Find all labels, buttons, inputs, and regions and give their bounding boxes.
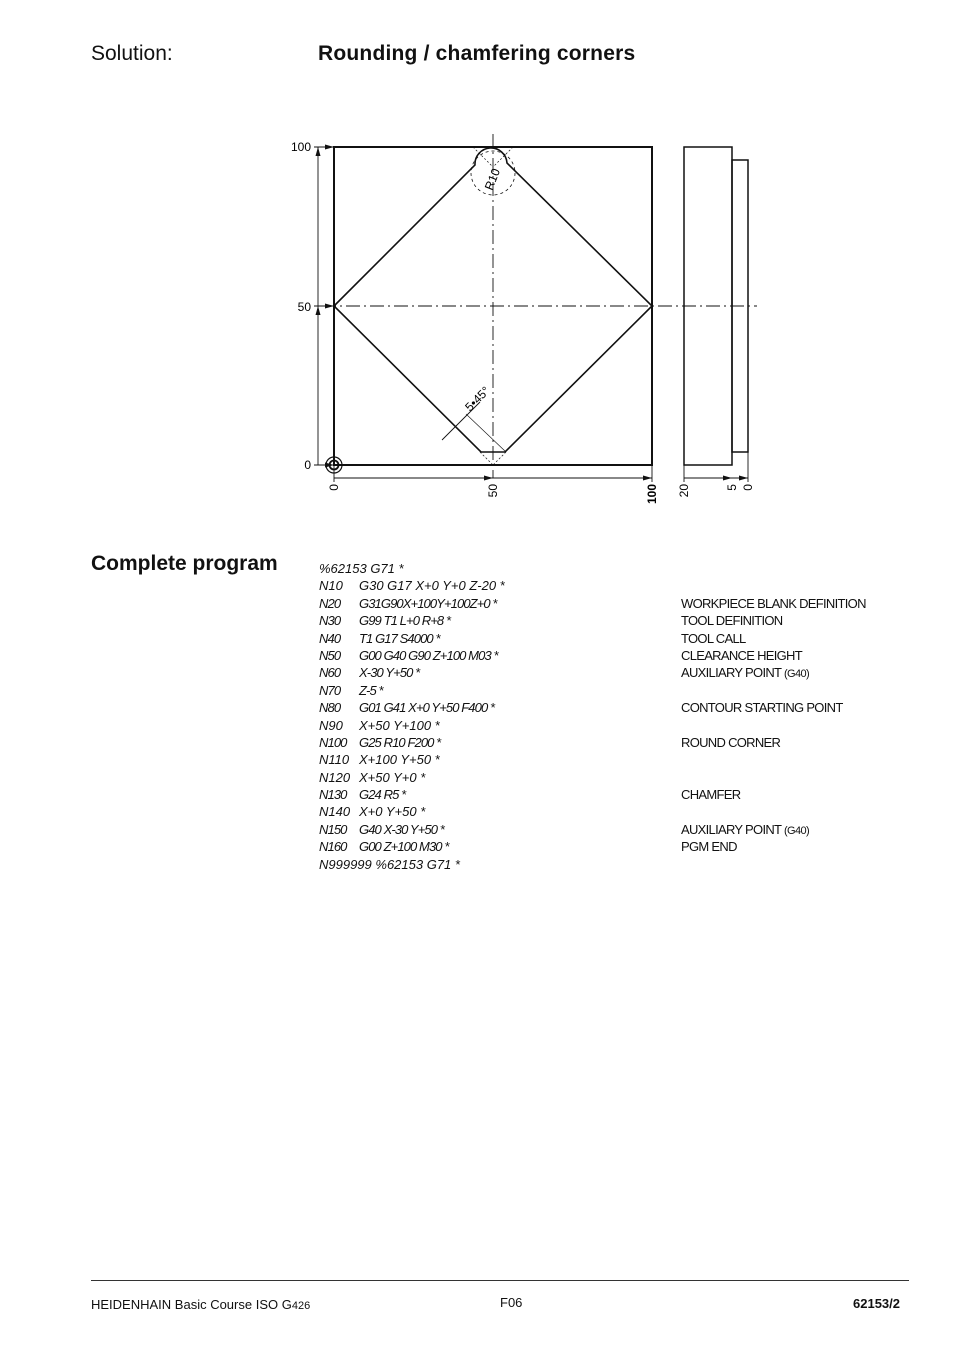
program-line (319, 577, 919, 594)
block-number: N100 (319, 734, 347, 750)
nc-code: G30 G17 X+0 Y+0 Z-20 * (359, 578, 505, 594)
program-line (319, 664, 919, 681)
nc-code: G01 G41 X+0 Y+50 F400 * (359, 700, 497, 715)
nc-code: Z-5 * (359, 682, 383, 698)
nc-comment-suffix: (G40) (783, 824, 810, 837)
block-number: N80 (319, 700, 341, 716)
program-line (319, 786, 919, 803)
block-number: N150 (319, 821, 347, 837)
block-number: N130 (319, 787, 347, 803)
arrowhead (325, 145, 334, 150)
arrowhead (325, 304, 334, 309)
nc-code: T1 G17 S4000 * (359, 631, 443, 646)
round-construction-line (493, 147, 513, 167)
program-line (319, 821, 919, 838)
footer-course-title-sub: 426 (291, 1300, 311, 1312)
program-line (319, 699, 919, 716)
program-line-text: %62153 G71 * (319, 561, 404, 576)
nc-code: X-30 Y+50 * (359, 665, 422, 680)
program-line-text: N999999 %62153 G71 * (319, 856, 460, 872)
nc-comment (681, 699, 843, 716)
nc-comment-text: WORKPIECE BLANK DEFINITION (681, 595, 866, 611)
program-line (319, 751, 919, 768)
y-tick-label-0: 0 (304, 458, 311, 472)
nc-comment-text: CHAMFER (681, 787, 741, 803)
nc-code: G24 R5 * (359, 787, 408, 802)
nc-comment (681, 612, 782, 629)
nc-code: X+50 Y+100 * (359, 717, 440, 733)
nc-comment-suffix: (G40) (783, 668, 810, 681)
program-line (319, 769, 919, 786)
nc-comment (681, 734, 780, 751)
side-tick-label-5: 5 (725, 484, 739, 491)
program-line (319, 856, 919, 873)
block-number: N40 (319, 630, 341, 646)
footer-divider (91, 1280, 909, 1281)
y-tick-label-50: 50 (297, 300, 311, 314)
nc-comment-text: CONTOUR STARTING POINT (681, 700, 843, 716)
nc-code: G00 Z+100 M30 * (359, 839, 451, 854)
nc-code: G00 G40 G90 Z+100 M03 * (359, 648, 501, 663)
nc-code: G99 T1 L+0 R+8 * (359, 613, 453, 628)
chamfer-construction-line (493, 452, 506, 465)
block-number: N20 (319, 595, 341, 611)
nc-code: X+50 Y+0 * (359, 769, 426, 785)
program-line (319, 647, 919, 664)
chamfer-dimension-line (466, 414, 506, 452)
block-number: N110 (319, 752, 350, 768)
arrowhead (484, 476, 493, 481)
footer-section-code: F06 (500, 1295, 523, 1310)
arrowhead (316, 306, 321, 315)
block-number: N70 (319, 682, 341, 698)
chamfer-label: 5•45° (462, 383, 493, 415)
nc-code: X+100 Y+50 * (359, 752, 440, 768)
nc-code: X+0 Y+50 * (359, 804, 426, 820)
nc-code: G31G90X+100Y+100Z+0 * (359, 596, 500, 611)
program-line (319, 803, 919, 820)
nc-comment-text: ROUND CORNER (681, 734, 781, 750)
arrowhead (643, 476, 652, 481)
side-tick-label-20: 20 (677, 484, 691, 498)
block-number: N90 (319, 717, 343, 733)
nc-comment (681, 786, 740, 803)
side-tick-label-0: 0 (741, 484, 755, 491)
arrowhead (739, 476, 748, 481)
y-tick-label-100: 100 (290, 140, 311, 154)
x-tick-label-50: 50 (486, 484, 500, 498)
footer-course-title (91, 1297, 310, 1312)
block-number: N50 (319, 647, 341, 663)
nc-comment (681, 595, 866, 612)
x-tick-label-100: 100 (645, 484, 659, 505)
program-listing (319, 560, 919, 873)
program-line (319, 595, 919, 612)
x-tick-label-0: 0 (327, 484, 341, 491)
radius-label: R10 (481, 166, 504, 193)
block-number: N120 (319, 769, 351, 785)
program-line (319, 682, 919, 699)
page-title: Rounding / chamfering corners (318, 42, 636, 65)
nc-comment (681, 838, 737, 855)
block-number: N60 (319, 665, 341, 681)
program-line (319, 717, 919, 734)
chamfer-construction-line (480, 452, 493, 465)
block-number: N30 (319, 613, 341, 629)
nc-code: G25 R10 F200 * (359, 735, 443, 750)
arrowhead (723, 476, 732, 481)
solution-label: Solution: (91, 42, 173, 65)
nc-comment-text: AUXILIARY POINT (681, 665, 782, 681)
nc-comment (681, 630, 746, 647)
block-number: N160 (319, 839, 347, 855)
program-line (319, 560, 919, 577)
program-line (319, 612, 919, 629)
nc-comment-text: CLEARANCE HEIGHT (681, 647, 802, 663)
block-number: N10 (319, 578, 343, 594)
nc-comment-text: TOOL CALL (681, 630, 746, 646)
program-line (319, 734, 919, 751)
program-line (319, 838, 919, 855)
arrowhead (316, 147, 321, 156)
nc-comment (681, 647, 802, 664)
section-title: Complete program (91, 552, 278, 575)
technical-drawing (0, 0, 954, 540)
nc-code: G40 X-30 Y+50 * (359, 822, 447, 837)
program-line (319, 630, 919, 647)
footer-page-number: 62153/2 (853, 1296, 900, 1311)
footer-course-title-text: HEIDENHAIN Basic Course ISO G (91, 1297, 292, 1312)
block-number: N140 (319, 804, 351, 820)
nc-comment-text: PGM END (681, 839, 737, 855)
nc-comment-text: AUXILIARY POINT (681, 821, 782, 837)
nc-comment-text: TOOL DEFINITION (681, 613, 783, 629)
